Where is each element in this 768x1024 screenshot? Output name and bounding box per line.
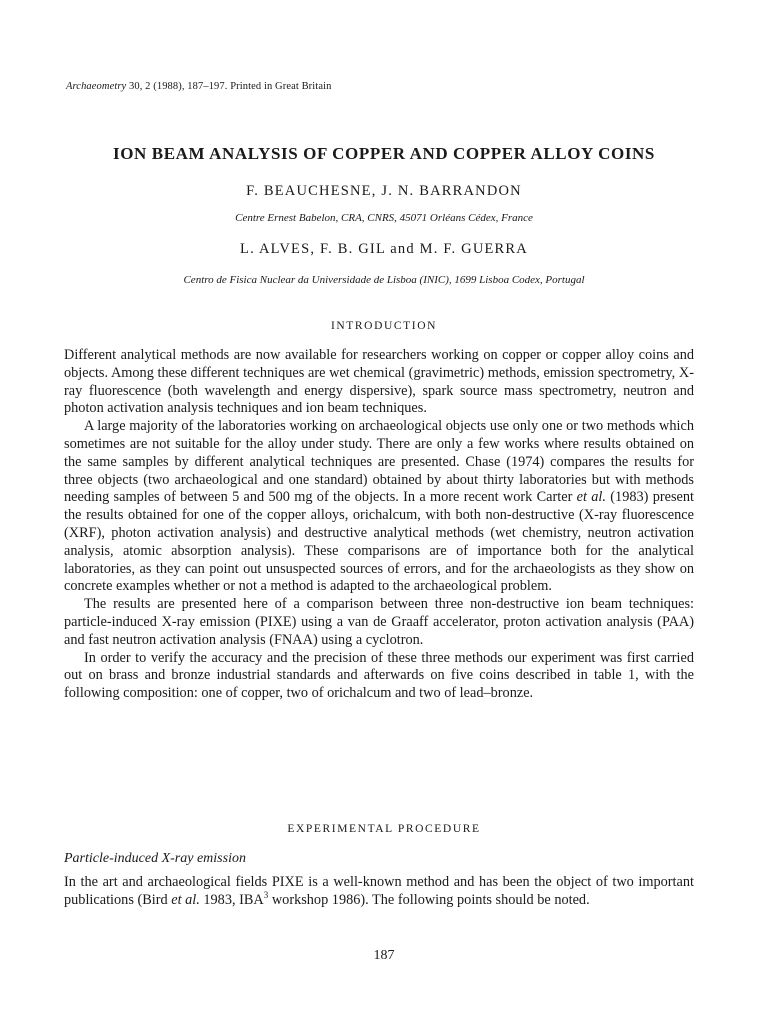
exp-p1-text-c: workshop 1986). The following points should be noted. (268, 891, 590, 908)
page-number: 187 (373, 948, 395, 963)
experimental-body (64, 874, 694, 910)
exp-p1-superscript: 3 (263, 890, 269, 901)
affiliation-1: Centre Ernest Babelon, CRA, CNRS, 45071 Orléans Cédex, France (235, 212, 533, 224)
exp-p1-text-a: In the art and archaeological fields PIXE is a well-known method and has been the object of two important publications (Bird (64, 874, 694, 908)
exp-p1-etal: et al. (171, 891, 200, 908)
intro-paragraph-3: The results are presented here of a comparison between three non-destructive ion beam techniques: particle-induced X-ray emission (PIXE) using a van de Graaff accelerator, proton activation analysis (PAA) and fast neutron activation analysis (FNAA) using a cyclotron. (64, 596, 694, 648)
exp-p1-text-b: 1983, IBA (199, 891, 264, 908)
introduction-heading: INTRODUCTION (330, 320, 438, 332)
intro-p2-text-b: (1983) present the results obtained for one of the copper alloys, orichalcum, with both non-destructive (X-ray fluorescence (XRF), photon activation analysis) and destructive analytical methods (wet chemistry, neutron activation analysis, atomic absorption analysis). These comparisons are of importance both for the analytical laboratories, as they can point out unsuspected sources of errors, and for the archaeologists as they show on concrete examples whether or not a method is adapted to the archaeological problem. (64, 489, 694, 595)
journal-name: Archaeometry (66, 81, 127, 92)
authors-group-1: F. BEAUCHESNE, J. N. BARRANDON (246, 183, 522, 199)
intro-p2-text-a: A large majority of the laboratories working on archaeological objects use only one or two methods which sometimes are not suitable for the alloy under study. There are only a few works where results obtained on the same samples by different analytical techniques are presented. Chase (1974) compares the results for three objects (two archaeological and one standard) obtained by about thirty laboratories but with methods needing samples of between 5 and 500 mg of the objects. In a more recent work Carter (64, 418, 694, 506)
intro-paragraph-4: In order to verify the accuracy and the precision of these three methods our experiment was first carried out on brass and bronze industrial standards and afterwards on five coins described in table 1, with the following composition: one of copper, two of orichalcum and two of lead–bronze. (64, 649, 694, 702)
authors-group-2: L. ALVES, F. B. GIL and M. F. GUERRA (240, 241, 528, 257)
intro-p2-etal: et al. (576, 489, 606, 506)
pixe-subheading: Particle-induced X-ray emission (64, 851, 246, 866)
experimental-heading: EXPERIMENTAL PROCEDURE (287, 823, 481, 835)
intro-paragraph-2 (64, 418, 694, 596)
journal-details: 30, 2 (1988), 187–197. Printed in Great Britain (126, 81, 332, 92)
affiliation-2: Centro de Fisica Nuclear da Universidade de Lisboa (INIC), 1699 Lisboa Codex, Portugal (183, 274, 585, 286)
paper-title: ION BEAM ANALYSIS OF COPPER AND COPPER ALLOY COINS (113, 144, 655, 163)
intro-paragraph-1: Different analytical methods are now available for researchers working on copper or copper alloy coins and objects. Among these different techniques are wet chemical (gravimetric) methods, emission spectrometry, X-ray fluorescence (both wavelength and energy dispersive), spark source mass spectrometry, neutron and photon activation analysis techniques and ion beam techniques. (64, 347, 694, 417)
experimental-paragraph-1 (64, 874, 694, 910)
introduction-body (64, 347, 694, 703)
journal-citation (66, 81, 331, 92)
